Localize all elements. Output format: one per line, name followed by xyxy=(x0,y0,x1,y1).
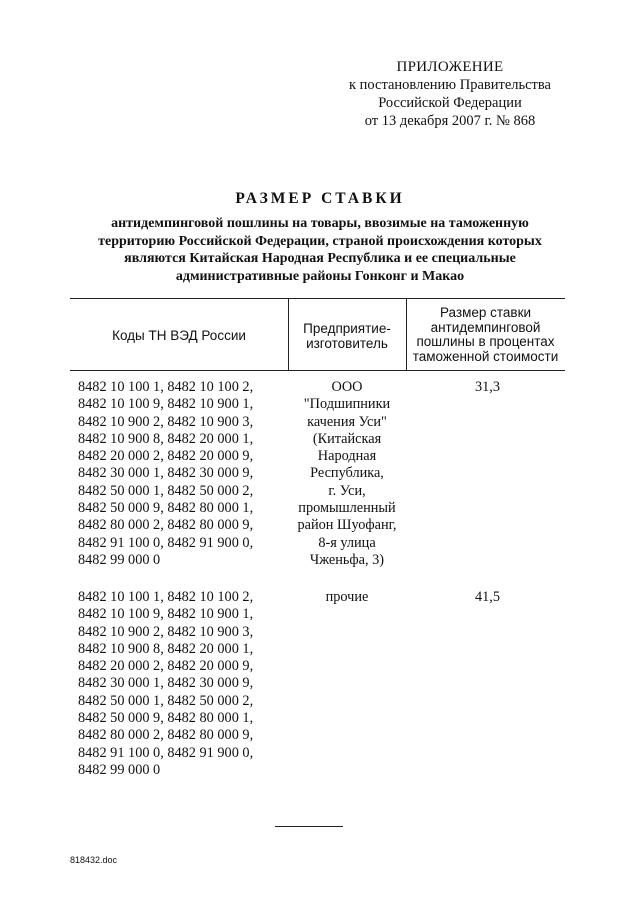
appendix-block xyxy=(340,58,560,130)
row-codes xyxy=(78,379,288,569)
header-line: изготовитель xyxy=(306,335,388,351)
header-rate xyxy=(406,306,565,364)
header-line: таможенной стоимости xyxy=(412,348,559,364)
document-subtitle xyxy=(80,215,560,285)
code-line: 8482 50 000 1, 8482 50 000 2, xyxy=(78,482,254,499)
code-line: 8482 99 000 0 xyxy=(78,761,161,778)
manufacturer-line: 8-я улица xyxy=(318,534,376,551)
appendix-line: Российской Федерации xyxy=(378,95,522,111)
code-line: 8482 20 000 2, 8482 20 000 9, xyxy=(78,658,254,675)
code-line: 8482 50 000 9, 8482 80 000 1, xyxy=(78,710,254,727)
manufacturer-line: г. Уси, xyxy=(328,482,366,499)
row-codes xyxy=(78,589,288,779)
row-rate: 41,5 xyxy=(474,589,501,605)
header-codes: Коды ТН ВЭД России xyxy=(112,328,246,343)
manufacturer-line: качения Уси" xyxy=(307,413,387,430)
table-header-border xyxy=(70,370,565,371)
code-line: 8482 50 000 9, 8482 80 000 1, xyxy=(78,500,254,517)
manufacturer-line: Чженьфа, 3) xyxy=(309,551,385,568)
subtitle-line: территорию Российской Федерации, страной происхождения которых xyxy=(98,233,542,249)
code-line: 8482 91 100 0, 8482 91 900 0, xyxy=(78,534,254,551)
code-line: 8482 10 900 2, 8482 10 900 3, xyxy=(78,623,254,640)
code-line: 8482 10 100 1, 8482 10 100 2, xyxy=(78,379,254,395)
appendix-line: к постановлению Правительства xyxy=(349,77,551,93)
manufacturer-line: район Шуофанг, xyxy=(297,517,397,534)
code-line: 8482 99 000 0 xyxy=(78,551,161,568)
code-line: 8482 10 900 2, 8482 10 900 3, xyxy=(78,413,254,430)
header-manufacturer xyxy=(288,322,406,351)
code-line: 8482 10 100 1, 8482 10 100 2, xyxy=(78,589,254,605)
manufacturer-line: Народная xyxy=(317,448,377,465)
header-line: пошлины в процентах xyxy=(416,334,555,349)
manufacturer-line: (Китайская xyxy=(312,430,382,447)
code-line: 8482 80 000 2, 8482 80 000 9, xyxy=(78,517,254,534)
code-line: 8482 10 900 8, 8482 20 000 1, xyxy=(78,430,254,447)
code-line: 8482 80 000 2, 8482 80 000 9, xyxy=(78,727,254,744)
subtitle-line: административные районы Гонконг и Макао xyxy=(175,268,465,284)
row-manufacturer xyxy=(292,589,402,606)
subtitle-line: являются Китайская Народная Республика и ее специальные xyxy=(124,251,516,266)
closing-rule xyxy=(275,826,343,827)
row-rate: 31,3 xyxy=(474,379,501,395)
code-line: 8482 91 100 0, 8482 91 900 0, xyxy=(78,744,254,761)
code-line: 8482 20 000 2, 8482 20 000 9, xyxy=(78,448,254,465)
code-line: 8482 10 100 9, 8482 10 900 1, xyxy=(78,606,254,623)
manufacturer-line: "Подшипники xyxy=(303,396,391,413)
code-line: 8482 10 100 9, 8482 10 900 1, xyxy=(78,396,254,413)
appendix-line: от 13 декабря 2007 г. № 868 xyxy=(364,113,536,129)
code-line: 8482 30 000 1, 8482 30 000 9, xyxy=(78,675,254,692)
code-line: 8482 50 000 1, 8482 50 000 2, xyxy=(78,692,254,709)
appendix-heading: ПРИЛОЖЕНИЕ xyxy=(396,59,504,75)
manufacturer-line: промышленный xyxy=(298,500,396,517)
code-line: 8482 30 000 1, 8482 30 000 9, xyxy=(78,465,254,482)
manufacturer-line: Республика, xyxy=(310,465,384,482)
row-manufacturer xyxy=(292,379,402,569)
table-top-border xyxy=(70,298,565,299)
manufacturer-line: прочие xyxy=(325,589,369,605)
manufacturer-line: ООО xyxy=(331,379,363,395)
document-title: РАЗМЕР СТАВКИ xyxy=(235,190,405,207)
subtitle-line: антидемпинговой пошлины на товары, ввозимые на таможенную xyxy=(111,216,529,231)
code-line: 8482 10 900 8, 8482 20 000 1, xyxy=(78,640,254,657)
document-id: 818432.doc xyxy=(70,855,118,865)
header-line: Предприятие- xyxy=(303,321,391,336)
header-line: антидемпинговой xyxy=(430,319,541,335)
header-line: Размер ставки xyxy=(439,305,532,320)
